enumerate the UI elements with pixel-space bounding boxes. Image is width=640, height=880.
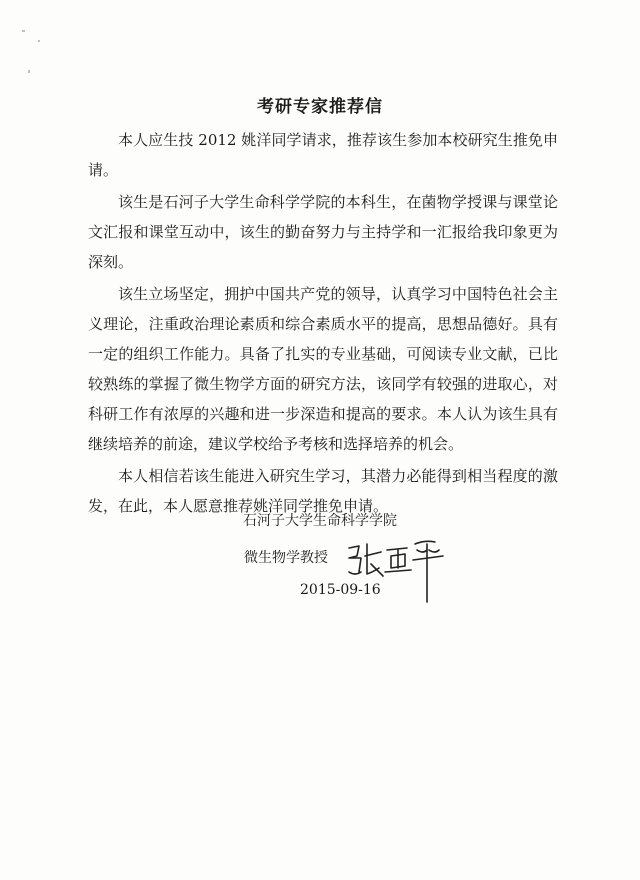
signature-date: 2015-09-16 — [300, 582, 381, 598]
letter-paragraph: 本人相信若该生能进入研究生学习，其潜力必能得到相当程度的激发，在此，本人愿意推荐姚洋同学推免申请。 — [88, 467, 558, 515]
signature-organization: 石河子大学生命科学学院 — [243, 513, 397, 529]
letter-title: 考研专家推荐信 — [257, 97, 383, 117]
scan-speck — [22, 30, 25, 32]
letter-paragraph: 本人应生技 2012 姚洋同学请求，推荐该生参加本校研究生推免申请。 — [88, 131, 558, 179]
scan-speck — [38, 40, 40, 42]
letter-paragraph: 该生是石河子大学生命科学学院的本科生，在菌物学授课与课堂论文汇报和课堂互动中，该生的勤奋努力与主持学和一汇报给我印象更为深刻。 — [88, 193, 558, 271]
scan-speck — [28, 70, 30, 73]
signature-title: 微生物学教授 — [244, 550, 328, 566]
letter-body — [88, 125, 558, 523]
letter-paragraph: 该生立场坚定，拥护中国共产党的领导，认真学习中国特色社会主义理论，注重政治理论素质和综合素质水平的提高，思想品德好。具有一定的组织工作能力。具备了扎实的专业基础，可阅读专业文献，已比较熟练的掌握了微生物学方面的研究方法，该同学有较强的进取心，对科研工作有浓厚的兴趣和进一步深造和提高的要求。本人认为该生具有继续培养的前途，建议学校给予考核和选择培养的机会。 — [88, 285, 558, 453]
